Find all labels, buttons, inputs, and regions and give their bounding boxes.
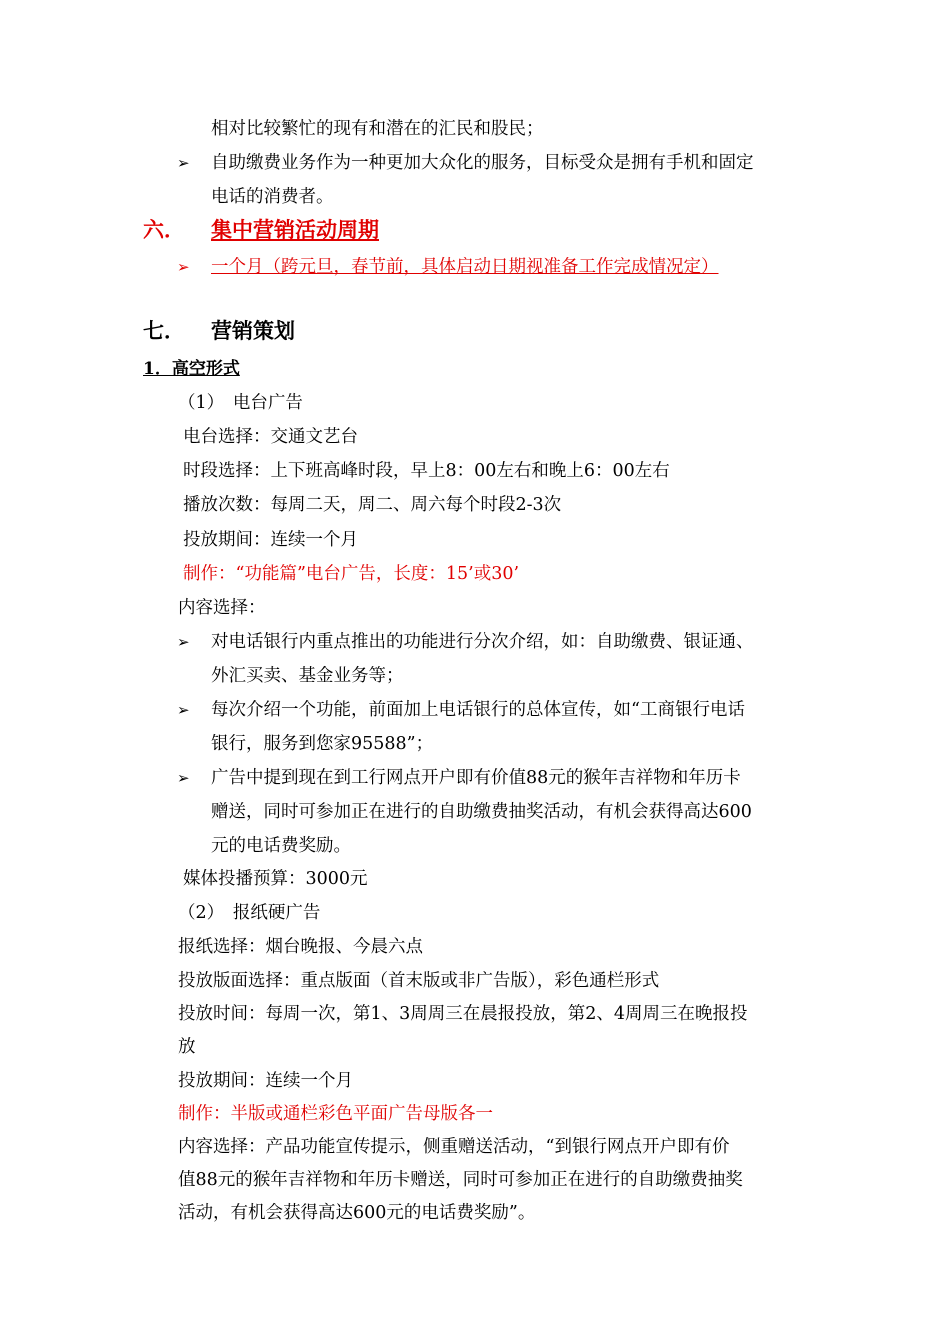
newspaper-ad-heading: （2） 报纸硬广告 xyxy=(178,903,321,923)
list-item: 对电话银行内重点推出的功能进行分次介绍，如：自助缴费、银证通、 xyxy=(211,632,754,652)
section-number: 七． xyxy=(143,318,185,343)
list-item-continuation: 银行，服务到您家95588”； xyxy=(211,734,434,754)
radio-station: 电台选择：交通文艺台 xyxy=(183,427,358,447)
radio-budget: 媒体投播预算：3000元 xyxy=(183,869,368,889)
list-item-continuation: 元的电话费奖励。 xyxy=(211,836,351,856)
arrow-bullet-icon: ➢ xyxy=(177,154,190,172)
section-title: 集中营销活动周期 xyxy=(211,217,379,242)
list-item-continuation: 赠送，同时可参加正在进行的自助缴费抽奖活动，有机会获得高达600 xyxy=(211,802,752,822)
arrow-bullet-icon: ➢ xyxy=(177,769,190,787)
section-number: 六． xyxy=(143,217,185,242)
newspaper-time: 投放时间：每周一次，第1、3周周三在晨报投放，第2、4周周三在晚报投 xyxy=(178,1004,748,1024)
list-item-continuation: 相对比较繁忙的现有和潜在的汇民和股民； xyxy=(211,119,544,139)
newspaper-time-continuation: 放 xyxy=(178,1037,196,1057)
section-title: 营销策划 xyxy=(211,318,295,343)
radio-ad-heading: （1） 电台广告 xyxy=(178,393,303,413)
arrow-bullet-icon: ➢ xyxy=(177,701,190,719)
newspaper-content-continuation: 值88元的猴年吉祥物和年历卡赠送，同时可参加正在进行的自助缴费抽奖 xyxy=(178,1170,743,1190)
newspaper-selection: 报纸选择：烟台晚报、今晨六点 xyxy=(178,937,423,957)
radio-period: 投放期间：连续一个月 xyxy=(183,530,358,550)
newspaper-layout: 投放版面选择：重点版面（首末版或非广告版），彩色通栏形式 xyxy=(178,971,660,991)
arrow-bullet-icon: ➢ xyxy=(177,633,190,651)
radio-content-label: 内容选择： xyxy=(178,598,266,618)
newspaper-period: 投放期间：连续一个月 xyxy=(178,1071,353,1091)
list-item: 一个月（跨元旦，春节前，具体启动日期视准备工作完成情况定） xyxy=(211,257,719,277)
radio-time-slot: 时段选择：上下班高峰时段，早上8：00左右和晚上6：00左右 xyxy=(183,461,670,481)
list-item: 每次介绍一个功能，前面加上电话银行的总体宣传，如“工商银行电话 xyxy=(211,700,745,720)
list-item-continuation: 电话的消费者。 xyxy=(211,187,334,207)
list-item-continuation: 外汇买卖、基金业务等； xyxy=(211,666,404,686)
list-item: 自助缴费业务作为一种更加大众化的服务，目标受众是拥有手机和固定 xyxy=(211,153,754,173)
newspaper-content-continuation: 活动，有机会获得高达600元的电话费奖励”。 xyxy=(178,1203,536,1223)
arrow-bullet-icon: ➢ xyxy=(177,258,190,276)
newspaper-production: 制作：半版或通栏彩色平面广告母版各一 xyxy=(178,1104,493,1124)
radio-production: 制作：“功能篇”电台广告，长度：15’或30’ xyxy=(183,564,520,584)
radio-frequency: 播放次数：每周二天，周二、周六每个时段2-3次 xyxy=(183,495,562,515)
subsection-heading: 1．高空形式 xyxy=(143,359,240,379)
newspaper-content: 内容选择：产品功能宣传提示，侧重赠送活动，“到银行网点开户即有价 xyxy=(178,1137,730,1157)
list-item: 广告中提到现在到工行网点开户即有价值88元的猴年吉祥物和年历卡 xyxy=(211,768,741,788)
